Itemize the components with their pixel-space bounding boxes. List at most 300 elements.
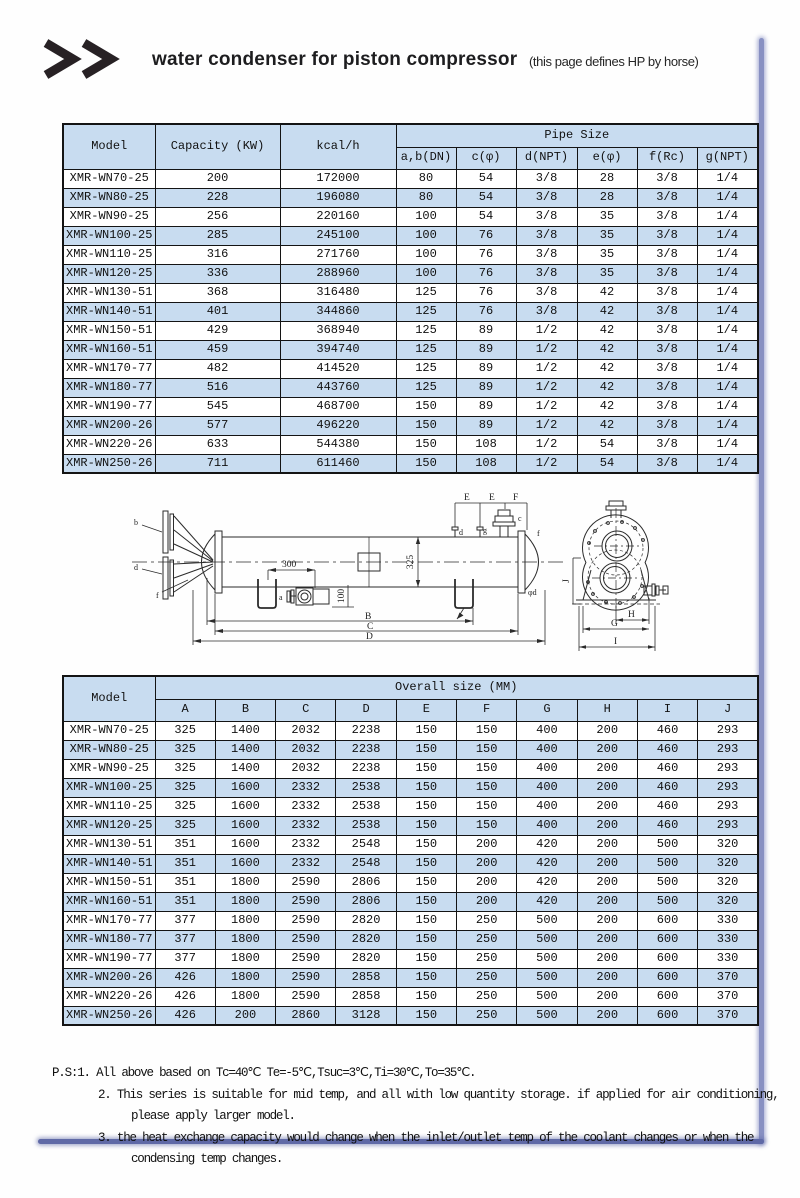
column-header-d-npt: d(NPT): [516, 147, 577, 169]
part-label-phi-d: φd: [528, 588, 537, 597]
column-header-a: A: [155, 699, 215, 721]
value-cell: 2590: [276, 968, 336, 987]
value-cell: 150: [456, 797, 516, 816]
value-cell: 2332: [276, 797, 336, 816]
column-header-g: G: [517, 699, 577, 721]
value-cell: 3/8: [637, 169, 697, 188]
value-cell: 54: [577, 435, 637, 454]
value-cell: 2858: [336, 968, 396, 987]
value-cell: 351: [155, 835, 215, 854]
value-cell: 54: [577, 454, 637, 473]
value-cell: 3/8: [637, 283, 697, 302]
footnotes: [52, 1063, 779, 1171]
value-cell: 2590: [276, 873, 336, 892]
value-cell: 150: [396, 873, 456, 892]
value-cell: 1/4: [697, 397, 758, 416]
value-cell: 150: [396, 721, 456, 740]
value-cell: 2858: [336, 987, 396, 1006]
side-view: [132, 503, 565, 645]
table-row: [63, 1006, 758, 1025]
table-row: [63, 759, 758, 778]
value-cell: 330: [698, 949, 758, 968]
top-dimension-lines: [455, 503, 527, 530]
value-cell: 1/2: [516, 378, 577, 397]
value-cell: 150: [396, 740, 456, 759]
value-cell: 544380: [280, 435, 396, 454]
footnote-line: 2. This series is suitable for mid temp, and all with low quantity storage. if applied for air conditioning,: [98, 1087, 779, 1102]
value-cell: 76: [456, 264, 516, 283]
model-cell: XMR-WN120-25: [63, 264, 155, 283]
footnote-line: condensing temp changes.: [131, 1152, 283, 1166]
model-cell: XMR-WN150-51: [63, 873, 155, 892]
value-cell: 3/8: [516, 226, 577, 245]
value-cell: 76: [456, 283, 516, 302]
value-cell: 1/4: [697, 226, 758, 245]
model-cell: XMR-WN200-26: [63, 968, 155, 987]
value-cell: 1600: [215, 816, 275, 835]
value-cell: 42: [577, 340, 637, 359]
value-cell: 2238: [336, 759, 396, 778]
value-cell: 228: [155, 188, 280, 207]
value-cell: 1/4: [697, 340, 758, 359]
model-cell: XMR-WN130-51: [63, 283, 155, 302]
value-cell: 172000: [280, 169, 396, 188]
value-cell: 42: [577, 378, 637, 397]
value-cell: 42: [577, 321, 637, 340]
value-cell: 200: [577, 949, 637, 968]
value-cell: 500: [517, 968, 577, 987]
value-cell: 325: [155, 721, 215, 740]
value-cell: 220160: [280, 207, 396, 226]
model-cell: XMR-WN220-26: [63, 987, 155, 1006]
value-cell: 3/8: [516, 264, 577, 283]
value-cell: 200: [577, 759, 637, 778]
value-cell: 2820: [336, 949, 396, 968]
model-cell: XMR-WN160-51: [63, 340, 155, 359]
table-row: [63, 321, 758, 340]
value-cell: 400: [517, 778, 577, 797]
value-cell: 54: [456, 188, 516, 207]
value-cell: 600: [637, 949, 697, 968]
value-cell: 3/8: [637, 245, 697, 264]
value-cell: 2332: [276, 816, 336, 835]
value-cell: 200: [456, 835, 516, 854]
value-cell: 89: [456, 378, 516, 397]
value-cell: 76: [456, 302, 516, 321]
value-cell: 1/2: [516, 416, 577, 435]
column-header-j: J: [698, 699, 758, 721]
value-cell: 1/4: [697, 454, 758, 473]
value-cell: 42: [577, 302, 637, 321]
part-label-f-left: f: [156, 591, 159, 600]
value-cell: 1/2: [516, 321, 577, 340]
model-cell: XMR-WN90-25: [63, 759, 155, 778]
value-cell: 394740: [280, 340, 396, 359]
right-support: [455, 579, 473, 608]
value-cell: 293: [698, 721, 758, 740]
value-cell: 125: [396, 340, 456, 359]
value-cell: 2860: [276, 1006, 336, 1025]
value-cell: 600: [637, 987, 697, 1006]
value-cell: 285: [155, 226, 280, 245]
value-cell: 377: [155, 930, 215, 949]
top-nozzles: [452, 527, 483, 537]
value-cell: 1/2: [516, 397, 577, 416]
value-cell: 1800: [215, 949, 275, 968]
value-cell: 150: [396, 949, 456, 968]
table-row: [63, 816, 758, 835]
table-row: [63, 359, 758, 378]
value-cell: 545: [155, 397, 280, 416]
value-cell: 3/8: [637, 416, 697, 435]
part-label-b: b: [134, 518, 138, 527]
value-cell: 336: [155, 264, 280, 283]
value-cell: 351: [155, 892, 215, 911]
value-cell: 2032: [276, 759, 336, 778]
value-cell: 482: [155, 359, 280, 378]
value-cell: 370: [698, 987, 758, 1006]
part-label-d-left: d: [134, 563, 138, 572]
value-cell: 325: [155, 816, 215, 835]
value-cell: 35: [577, 207, 637, 226]
page-title: water condenser for piston compressor: [152, 49, 518, 70]
part-label-g: g: [483, 526, 487, 535]
value-cell: 420: [517, 835, 577, 854]
value-cell: 200: [456, 873, 516, 892]
model-cell: XMR-WN110-25: [63, 245, 155, 264]
value-cell: 3/8: [637, 435, 697, 454]
value-cell: 80: [396, 169, 456, 188]
value-cell: 150: [396, 416, 456, 435]
model-cell: XMR-WN250-26: [63, 454, 155, 473]
table-row: [63, 378, 758, 397]
value-cell: 293: [698, 816, 758, 835]
model-cell: XMR-WN180-77: [63, 930, 155, 949]
safety-valve-c: [493, 510, 515, 537]
value-cell: 443760: [280, 378, 396, 397]
value-cell: 500: [517, 949, 577, 968]
value-cell: 3/8: [516, 169, 577, 188]
table-row: [63, 987, 758, 1006]
value-cell: 420: [517, 854, 577, 873]
value-cell: 1/2: [516, 435, 577, 454]
value-cell: 429: [155, 321, 280, 340]
value-cell: 1600: [215, 835, 275, 854]
column-header-d: D: [336, 699, 396, 721]
value-cell: 400: [517, 816, 577, 835]
value-cell: 600: [637, 930, 697, 949]
value-cell: 100: [396, 226, 456, 245]
value-cell: 2806: [336, 873, 396, 892]
value-cell: 89: [456, 359, 516, 378]
table-row: [63, 873, 758, 892]
value-cell: 1800: [215, 892, 275, 911]
column-header-e-phi: e(φ): [577, 147, 637, 169]
value-cell: 325: [155, 759, 215, 778]
value-cell: 2820: [336, 911, 396, 930]
value-cell: 200: [577, 816, 637, 835]
value-cell: 414520: [280, 359, 396, 378]
value-cell: 370: [698, 968, 758, 987]
value-cell: 1400: [215, 759, 275, 778]
value-cell: 377: [155, 911, 215, 930]
value-cell: 500: [637, 854, 697, 873]
value-cell: 1/4: [697, 188, 758, 207]
value-cell: 250: [456, 949, 516, 968]
value-cell: 2590: [276, 987, 336, 1006]
value-cell: 200: [577, 873, 637, 892]
column-header-e: E: [396, 699, 456, 721]
table-row: [63, 283, 758, 302]
table-row: [63, 188, 758, 207]
table-row: [63, 226, 758, 245]
value-cell: 200: [577, 1006, 637, 1025]
model-cell: XMR-WN140-51: [63, 854, 155, 873]
value-cell: 320: [698, 892, 758, 911]
value-cell: 2590: [276, 892, 336, 911]
value-cell: 2332: [276, 778, 336, 797]
weld-arrow: [457, 608, 464, 619]
value-cell: 500: [517, 911, 577, 930]
value-cell: 256: [155, 207, 280, 226]
value-cell: 150: [396, 816, 456, 835]
model-cell: XMR-WN100-25: [63, 778, 155, 797]
model-cell: XMR-WN120-25: [63, 816, 155, 835]
value-cell: 460: [637, 778, 697, 797]
value-cell: 1400: [215, 721, 275, 740]
value-cell: 200: [155, 169, 280, 188]
value-cell: 35: [577, 226, 637, 245]
table-row: [63, 245, 758, 264]
model-cell: XMR-WN80-25: [63, 740, 155, 759]
value-cell: 150: [396, 1006, 456, 1025]
table-row: [63, 740, 758, 759]
footnote-line: please apply larger model.: [131, 1109, 295, 1123]
value-cell: 400: [517, 759, 577, 778]
column-header-capacity: Capacity (KW): [155, 124, 280, 169]
value-cell: 200: [577, 854, 637, 873]
dim-label-i: I: [614, 637, 618, 647]
value-cell: 196080: [280, 188, 396, 207]
value-cell: 460: [637, 721, 697, 740]
value-cell: 2548: [336, 854, 396, 873]
value-cell: 200: [577, 797, 637, 816]
value-cell: 2538: [336, 778, 396, 797]
part-label-f-right: f: [537, 529, 540, 538]
value-cell: 150: [396, 778, 456, 797]
value-cell: 1/4: [697, 169, 758, 188]
value-cell: 250: [456, 968, 516, 987]
value-cell: 3/8: [637, 454, 697, 473]
value-cell: 3/8: [516, 188, 577, 207]
value-cell: 76: [456, 245, 516, 264]
table-row: [63, 397, 758, 416]
value-cell: 35: [577, 264, 637, 283]
value-cell: 125: [396, 378, 456, 397]
value-cell: 89: [456, 340, 516, 359]
value-cell: 426: [155, 987, 215, 1006]
left-support: [258, 579, 276, 608]
value-cell: 344860: [280, 302, 396, 321]
value-cell: 330: [698, 911, 758, 930]
value-cell: 460: [637, 816, 697, 835]
value-cell: 150: [456, 759, 516, 778]
value-cell: 400: [517, 721, 577, 740]
value-cell: 3/8: [516, 207, 577, 226]
model-cell: XMR-WN90-25: [63, 207, 155, 226]
value-cell: 500: [517, 930, 577, 949]
part-label-d-top: d: [459, 528, 463, 537]
value-cell: 325: [155, 797, 215, 816]
table-row: [63, 302, 758, 321]
table-row: [63, 835, 758, 854]
column-header-c: C: [276, 699, 336, 721]
footnote-line: 3. the heat exchange capacity would change when the inlet/outlet temp of the coolant changes or when the: [98, 1130, 754, 1145]
value-cell: 100: [396, 264, 456, 283]
value-cell: 460: [637, 797, 697, 816]
table-row: [63, 207, 758, 226]
value-cell: 200: [577, 911, 637, 930]
value-cell: 100: [396, 207, 456, 226]
value-cell: 3/8: [516, 245, 577, 264]
value-cell: 460: [637, 759, 697, 778]
pipe-size-table: [62, 123, 759, 474]
dim-label-e1: E: [464, 493, 470, 503]
value-cell: 1400: [215, 740, 275, 759]
value-cell: 1/4: [697, 416, 758, 435]
value-cell: 250: [456, 987, 516, 1006]
column-header-b: B: [215, 699, 275, 721]
dim-label-d: D: [366, 632, 373, 642]
value-cell: 3/8: [637, 397, 697, 416]
value-cell: 150: [396, 454, 456, 473]
value-cell: 320: [698, 854, 758, 873]
footnote-line: P.S:1. All above based on Tc=40℃ Te=-5℃,Tsuc=3℃,Ti=30℃,To=35℃.: [52, 1066, 476, 1080]
table-row: [63, 721, 758, 740]
value-cell: 150: [396, 835, 456, 854]
table-row: [63, 169, 758, 188]
value-cell: 125: [396, 359, 456, 378]
table-row: [63, 778, 758, 797]
value-cell: 351: [155, 873, 215, 892]
dim-label-f-top: F: [513, 493, 519, 503]
value-cell: 42: [577, 283, 637, 302]
value-cell: 368940: [280, 321, 396, 340]
value-cell: 2820: [336, 930, 396, 949]
model-cell: XMR-WN200-26: [63, 416, 155, 435]
value-cell: 500: [637, 835, 697, 854]
value-cell: 2238: [336, 721, 396, 740]
value-cell: 200: [577, 987, 637, 1006]
value-cell: 3/8: [637, 188, 697, 207]
value-cell: 3/8: [637, 264, 697, 283]
value-cell: 150: [396, 930, 456, 949]
value-cell: 42: [577, 359, 637, 378]
value-cell: 460: [637, 740, 697, 759]
group-header-overall-size: Overall size (MM): [155, 676, 758, 699]
value-cell: 3/8: [637, 226, 697, 245]
value-cell: 600: [637, 968, 697, 987]
value-cell: 377: [155, 949, 215, 968]
value-cell: 200: [577, 721, 637, 740]
value-cell: 1600: [215, 797, 275, 816]
table-row: [63, 797, 758, 816]
value-cell: 76: [456, 226, 516, 245]
value-cell: 150: [396, 397, 456, 416]
value-cell: 426: [155, 968, 215, 987]
value-cell: 2032: [276, 721, 336, 740]
value-cell: 150: [456, 816, 516, 835]
model-cell: XMR-WN70-25: [63, 721, 155, 740]
value-cell: 426: [155, 1006, 215, 1025]
value-cell: 150: [456, 721, 516, 740]
dim-label-300: 300: [282, 560, 297, 570]
value-cell: 500: [637, 873, 697, 892]
table-row: [63, 949, 758, 968]
column-header-g-npt: g(NPT): [697, 147, 758, 169]
model-cell: XMR-WN190-77: [63, 397, 155, 416]
table-row: [63, 911, 758, 930]
model-cell: XMR-WN130-51: [63, 835, 155, 854]
value-cell: 516: [155, 378, 280, 397]
value-cell: 150: [456, 740, 516, 759]
dim-label-h: H: [628, 610, 635, 620]
value-cell: 1/2: [516, 340, 577, 359]
value-cell: 35: [577, 245, 637, 264]
value-cell: 42: [577, 397, 637, 416]
value-cell: 420: [517, 892, 577, 911]
value-cell: 600: [637, 911, 697, 930]
value-cell: 420: [517, 873, 577, 892]
model-cell: XMR-WN190-77: [63, 949, 155, 968]
column-header-ab-dn: a,b(DN): [396, 147, 456, 169]
column-header-h: H: [577, 699, 637, 721]
value-cell: 1/4: [697, 302, 758, 321]
value-cell: 150: [396, 854, 456, 873]
value-cell: 150: [396, 435, 456, 454]
value-cell: 368: [155, 283, 280, 302]
value-cell: 150: [396, 797, 456, 816]
value-cell: 200: [456, 892, 516, 911]
value-cell: 42: [577, 416, 637, 435]
value-cell: 2538: [336, 816, 396, 835]
value-cell: 3/8: [637, 207, 697, 226]
value-cell: 2332: [276, 854, 336, 873]
value-cell: 3/8: [637, 302, 697, 321]
value-cell: 150: [396, 911, 456, 930]
value-cell: 577: [155, 416, 280, 435]
model-cell: XMR-WN140-51: [63, 302, 155, 321]
value-cell: 293: [698, 740, 758, 759]
value-cell: 89: [456, 397, 516, 416]
value-cell: 400: [517, 740, 577, 759]
part-label-a: a: [279, 593, 283, 602]
value-cell: 1800: [215, 968, 275, 987]
value-cell: 200: [456, 854, 516, 873]
value-cell: 600: [637, 1006, 697, 1025]
value-cell: 108: [456, 454, 516, 473]
value-cell: 54: [456, 169, 516, 188]
value-cell: 1/4: [697, 378, 758, 397]
value-cell: 271760: [280, 245, 396, 264]
value-cell: 250: [456, 1006, 516, 1025]
dim-label-325: 325: [406, 554, 416, 570]
value-cell: 3/8: [516, 283, 577, 302]
value-cell: 2590: [276, 930, 336, 949]
value-cell: 1/2: [516, 359, 577, 378]
value-cell: 325: [155, 740, 215, 759]
value-cell: 2332: [276, 835, 336, 854]
